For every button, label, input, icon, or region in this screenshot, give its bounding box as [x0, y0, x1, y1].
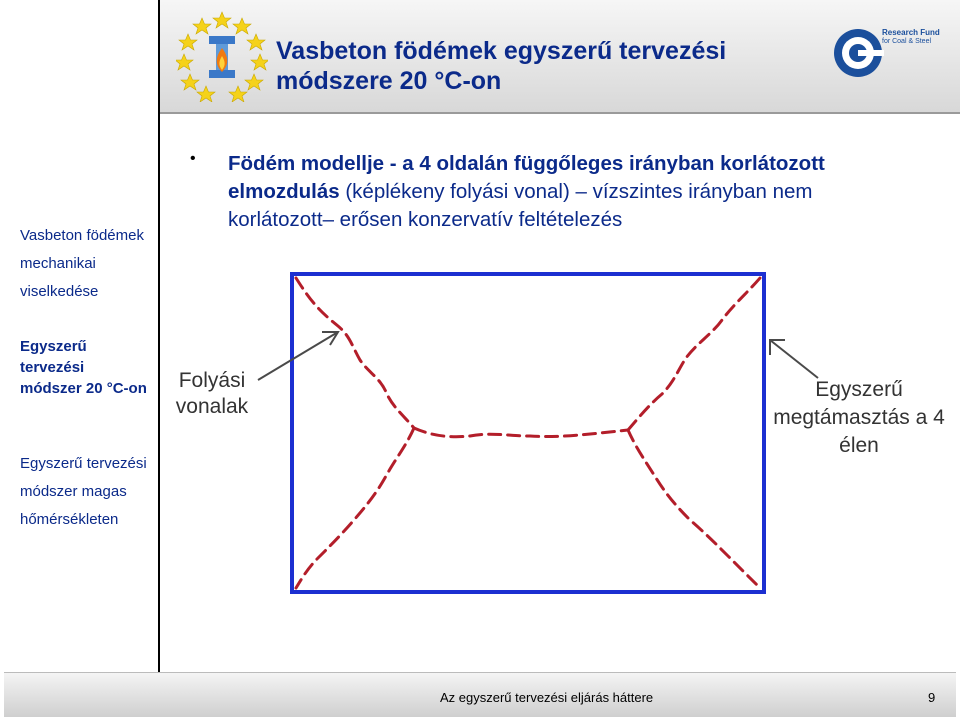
- logo-star: [193, 18, 211, 34]
- bullet-bold-text: Födém modellje - a 4 oldalán függőleges irányban korlátozott elmozdulás: [228, 152, 825, 203]
- project-logo-icon: [176, 10, 268, 102]
- logo-star: [251, 54, 268, 70]
- yield-line-top-left: [296, 278, 414, 428]
- bullet-text: [228, 150, 848, 234]
- logo-star: [179, 34, 197, 50]
- logo-star: [229, 86, 247, 102]
- bullet-normal-text: (képlékeny folyási vonal) – vízszintes irányban nem korlátozott– erősen konzervatív feltételezés: [228, 180, 813, 231]
- sidebar-item-mechanical-behaviour[interactable]: Vasbeton födémek mechanikai viselkedése: [20, 227, 144, 300]
- simple-support-label: Egyszerű megtámasztás a 4 élen: [773, 378, 945, 457]
- logo-star: [176, 54, 193, 70]
- yield-line-top-right: [628, 278, 760, 430]
- arrow-right-pointer: [770, 340, 818, 378]
- logo-star: [213, 12, 231, 28]
- logo-star: [233, 18, 251, 34]
- footer-text: Az egyszerű tervezési eljárás háttere: [440, 690, 654, 705]
- yield-line-bottom-left: [296, 428, 414, 588]
- slab-support-frame: [292, 274, 764, 592]
- page-number: 9: [928, 690, 936, 705]
- yield-lines-label: Folyási vonalak: [175, 369, 249, 418]
- sidebar-item-simple-design-high-temp[interactable]: Egyszerű tervezési módszer magas hőmérsékleten: [20, 455, 147, 528]
- logo-star: [197, 86, 215, 102]
- bullet-icon: •: [190, 150, 196, 167]
- yield-line-bottom-right: [628, 430, 760, 588]
- arrow-left-pointer: [258, 332, 338, 380]
- page-title: Vasbeton födémek egyszerű tervezési módszere 20 °C-on: [276, 37, 727, 95]
- logo-star: [245, 74, 263, 90]
- sidebar-item-simple-design-20c[interactable]: Egyszerű tervezési módszer 20 °C-on: [20, 338, 147, 397]
- logo-right-subtitle: for Coal & Steel: [882, 38, 932, 45]
- yield-line-center: [414, 428, 628, 437]
- logo-star: [181, 74, 199, 90]
- logo-star: [247, 34, 265, 50]
- logo-right-title: Research Fund: [882, 28, 940, 37]
